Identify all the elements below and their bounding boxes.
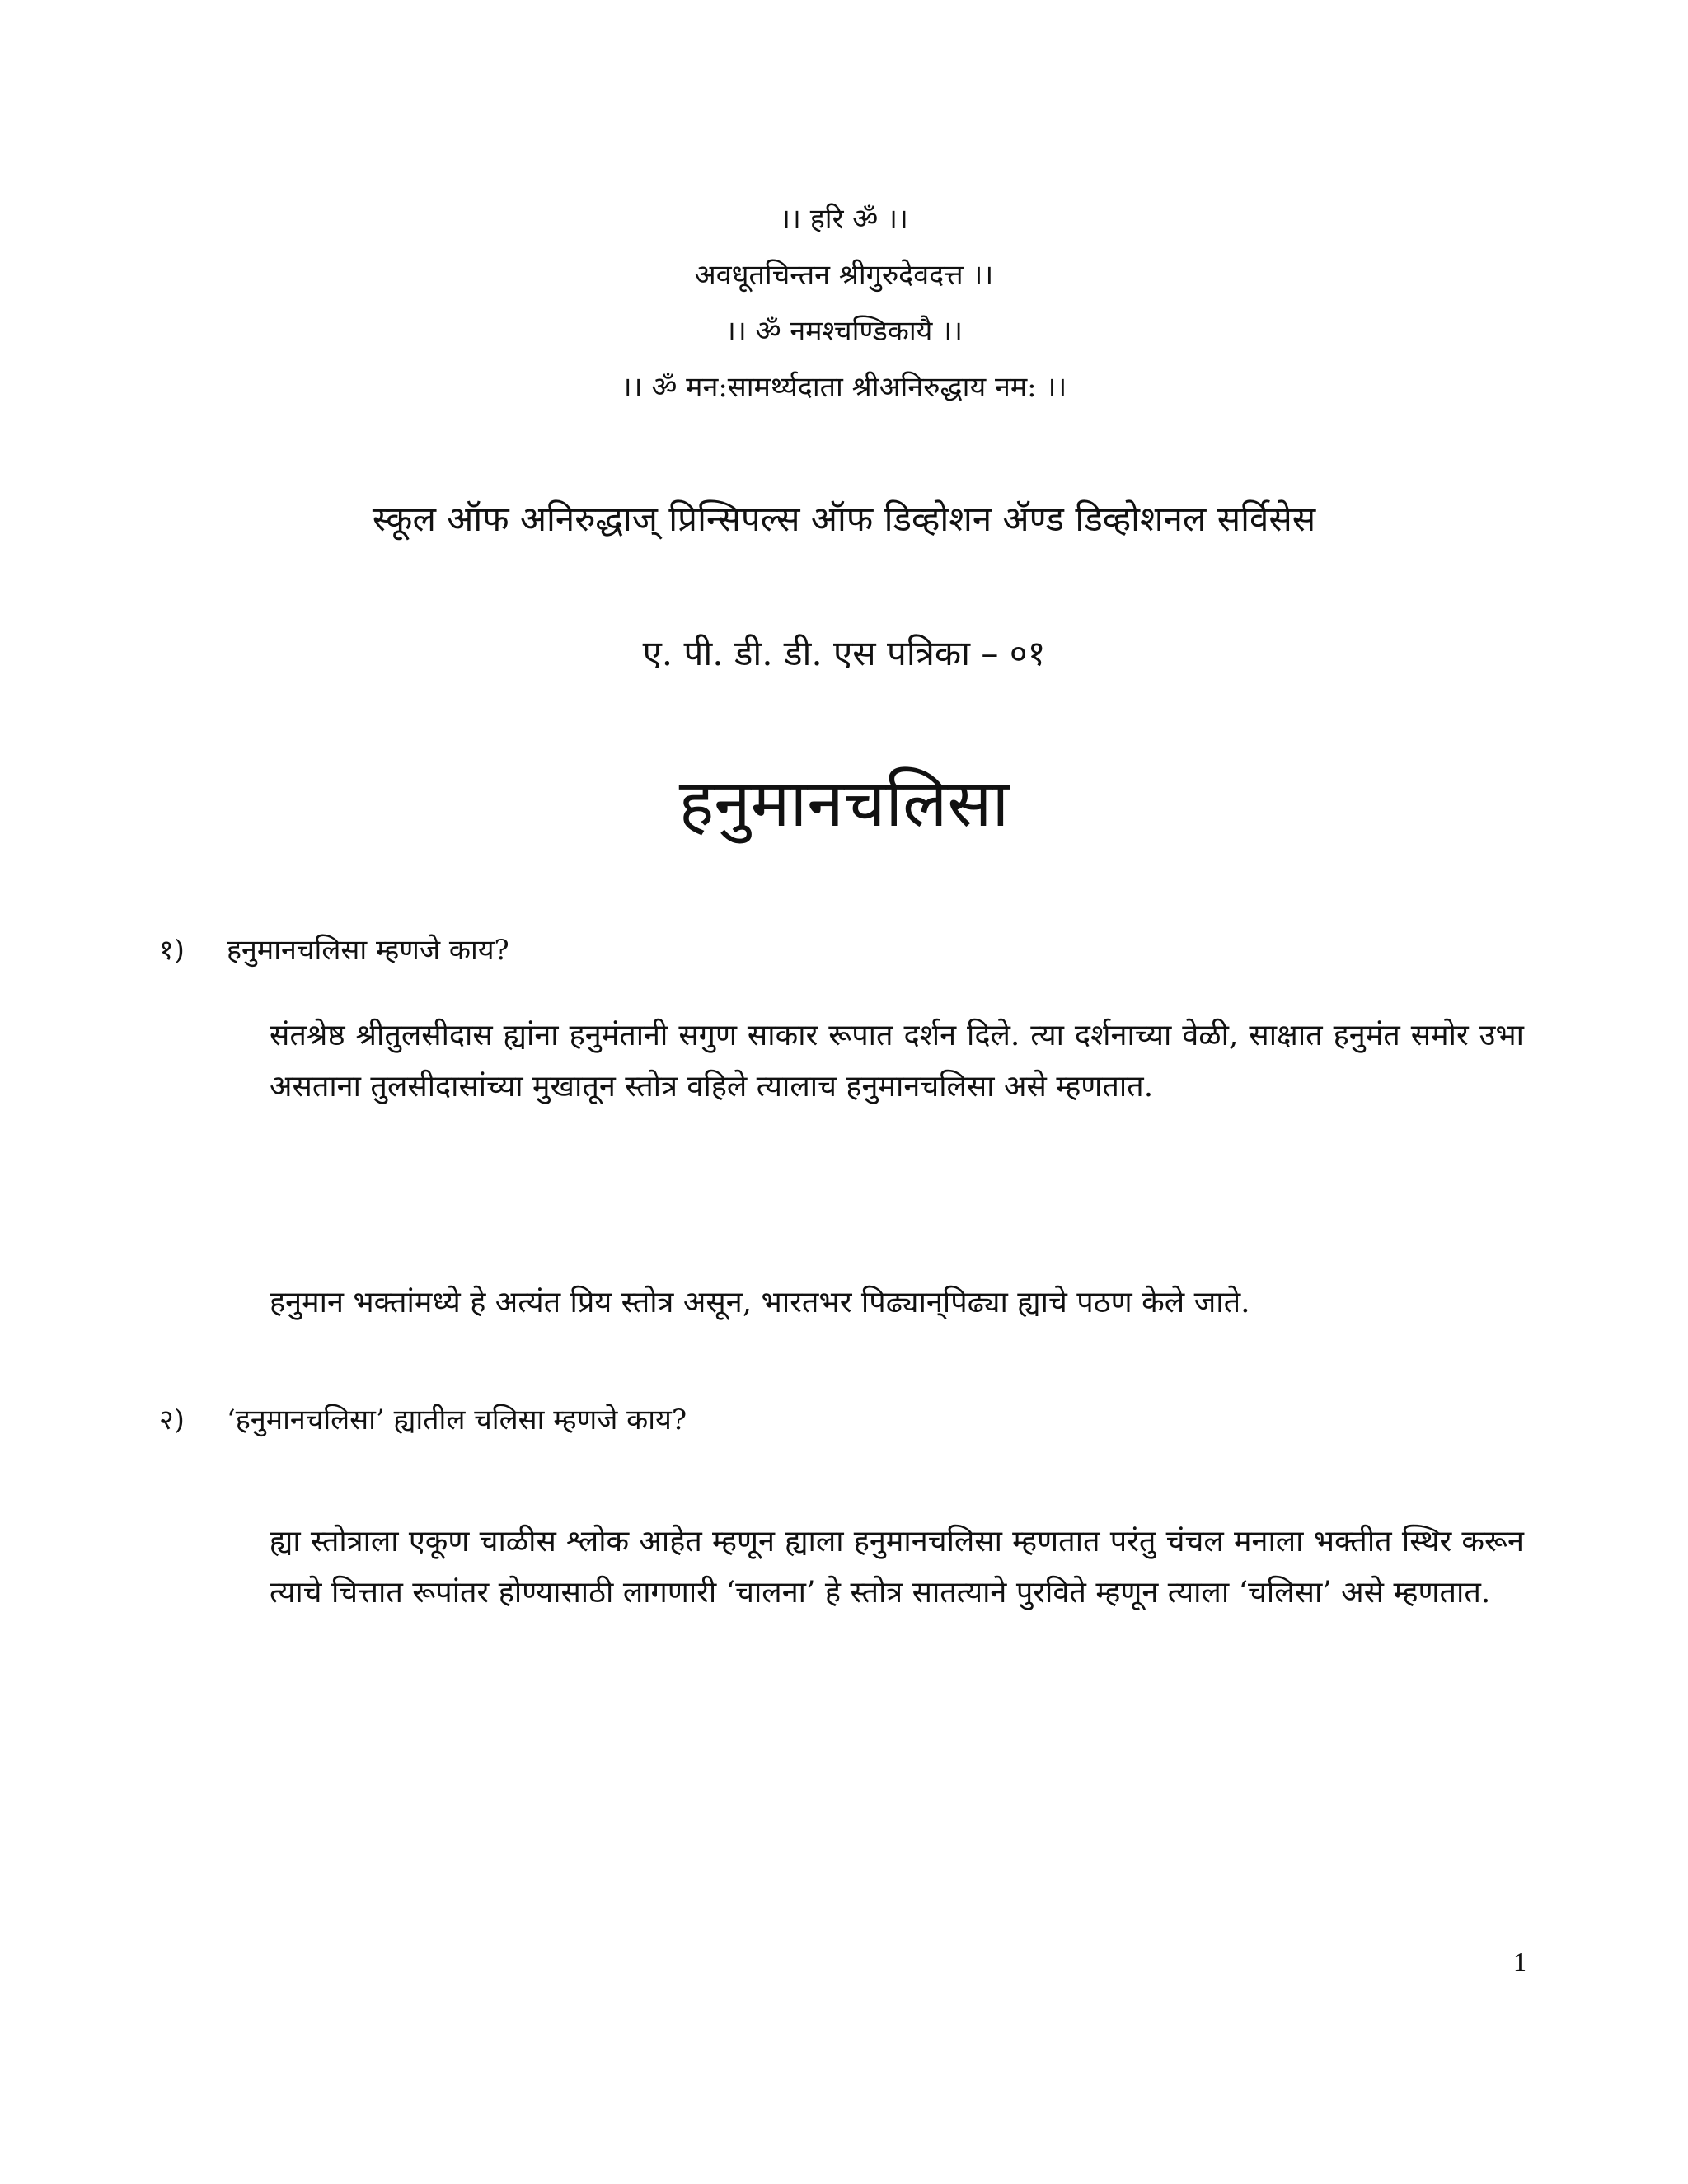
question-number: २) xyxy=(159,1404,185,1436)
answer-1-paragraph-2: हनुमान भक्तांमध्ये हे अत्यंत प्रिय स्तोत्र असून, भारतभर पिढ्यान्‌पिढ्या ह्याचे पठण केले जाते. xyxy=(270,1286,1250,1319)
invocation-line: अवधूतचिन्तन श्रीगुरुदेवदत्त ।। xyxy=(694,259,994,292)
page-number: 1 xyxy=(1513,1947,1526,1976)
question-1 xyxy=(159,930,509,971)
invocation-line: ।। हरि ॐ ।। xyxy=(780,203,908,236)
invocation-line: ।। ॐ मन:सामर्थ्यदाता श्रीअनिरुद्धाय नम: ।। xyxy=(621,371,1067,404)
question-number: १) xyxy=(159,934,185,967)
question-text: हनुमानचलिसा म्हणजे काय? xyxy=(227,934,509,967)
answer-2-paragraph-1: ह्या स्तोत्राला एकूण चाळीस श्लोक आहेत म्हणून ह्याला हनुमानचलिसा म्हणतात परंतु चंचल मनाला भक्तीत स्थिर करून त्याचे चित्तात रूपांतर होण्यासाठी लागणारी ‘चालना’ हे स्तोत्र सातत्याने पुरविते म्हणून त्याला ‘चलिसा’ असे म्हणतात. xyxy=(270,1525,1524,1610)
answer-1-paragraph-1: संतश्रेष्ठ श्रीतुलसीदास ह्यांना हनुमंतानी सगुण साकार रूपात दर्शन दिले. त्या दर्शनाच्या वेळी, साक्षात हनुमंत समोर उभा असताना तुलसीदासांच्या मुखातून स्तोत्र वहिले त्यालाच हनुमानचलिसा असे म्हणतात. xyxy=(270,1019,1524,1104)
question-2 xyxy=(159,1399,687,1441)
page-title: हनुमानचलिसा xyxy=(678,765,1010,841)
invocation-line: ।। ॐ नमश्चण्डिकायै ।। xyxy=(724,315,963,348)
patrika-number: ए. पी. डी. डी. एस पत्रिका – ०१ xyxy=(642,633,1046,673)
invocation-block xyxy=(0,191,1688,415)
question-text: ‘हनुमानचलिसा’ ह्यातील चलिसा म्हणजे काय? xyxy=(227,1404,687,1436)
school-title: स्कूल ऑफ अनिरुद्धाज् प्रिन्सिपल्स ऑफ डिव्होशन ॲण्ड डिव्होशनल सर्विसेस xyxy=(372,499,1316,539)
